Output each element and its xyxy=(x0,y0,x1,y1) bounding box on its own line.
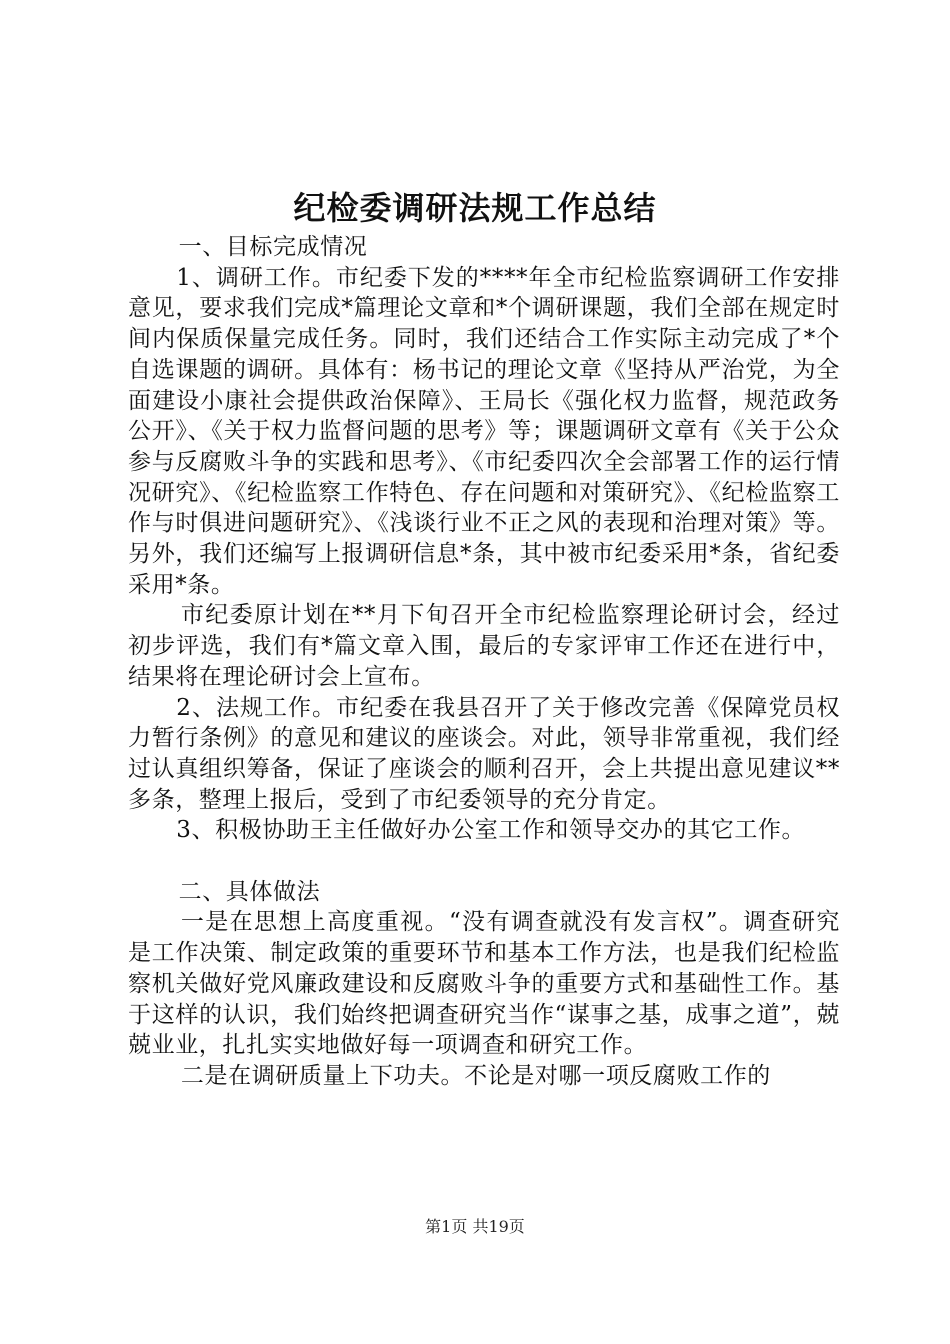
document-body xyxy=(128,232,840,1092)
section-heading-goals: 一、目标完成情况 xyxy=(178,234,368,260)
paragraph-assist-office: 3、积极协助王主任做好办公室工作和领导交办的其它工作。 xyxy=(176,817,806,844)
page-footer: 第1页 共19页 xyxy=(425,1217,525,1236)
paragraph-method-two: 二是在调研质量上下功夫。不论是对哪一项反腐败工作的 xyxy=(180,1062,771,1089)
section-heading-methods: 二、具体做法 xyxy=(178,878,321,905)
paragraph-research-work: 1、调研工作。市纪委下发的****年全市纪检监察调研工作安排意见，要求我们完成*篇理论文章和*个调研课题，我们全部在规定时间内保质保量完成任务。同时，我们还结合工作实际主动完成了*个自选课题的调研。具体有：杨书记的理论文章《坚持从严治党，为全面建设小康社会提供政治保障》、王局长《强化权力监督，规范政务公开》、《关于权力监督问题的思考》等；课题调研文章有《关于公众参与反腐败斗争的实践和思考》、《市纪委四次全会部署工作的运行情况研究》、《纪检监察工作特色、存在问题和对策研究》、《纪检监察工作与时俱进问题研究》、《浅谈行业不正之风的表现和治理对策》等。另外，我们还编写上报调研信息*条，其中被市纪委采用*条，省纪委采用*条。 xyxy=(128,264,840,598)
paragraph-regulation-work: 2、法规工作。市纪委在我县召开了关于修改完善《保障党员权力暂行条例》的意见和建议的座谈会。对此，领导非常重视，我们经过认真组织筹备，保证了座谈会的顺利召开，会上共提出意见建议**多条，整理上报后，受到了市纪委领导的充分肯定。 xyxy=(128,694,840,813)
paragraph-method-one: 一是在思想上高度重视。“没有调查就没有发言权”。调查研究是工作决策、制定政策的重要环节和基本工作方法，也是我们纪检监察机关做好党风廉政建设和反腐败斗争的重要方式和基础性工作。基于这样的认识，我们始终把调查研究当作“谋事之基，成事之道”，兢兢业业，扎扎实实地做好每一项调查和研究工作。 xyxy=(128,909,840,1059)
paragraph-seminar-plan: 市纪委原计划在**月下旬召开全市纪检监察理论研讨会，经过初步评选，我们有*篇文章入围，最后的专家评审工作还在进行中，结果将在理论研讨会上宣布。 xyxy=(128,602,840,690)
document-title: 纪检委调研法规工作总结 xyxy=(293,189,657,227)
paragraph-spacer xyxy=(128,846,840,877)
